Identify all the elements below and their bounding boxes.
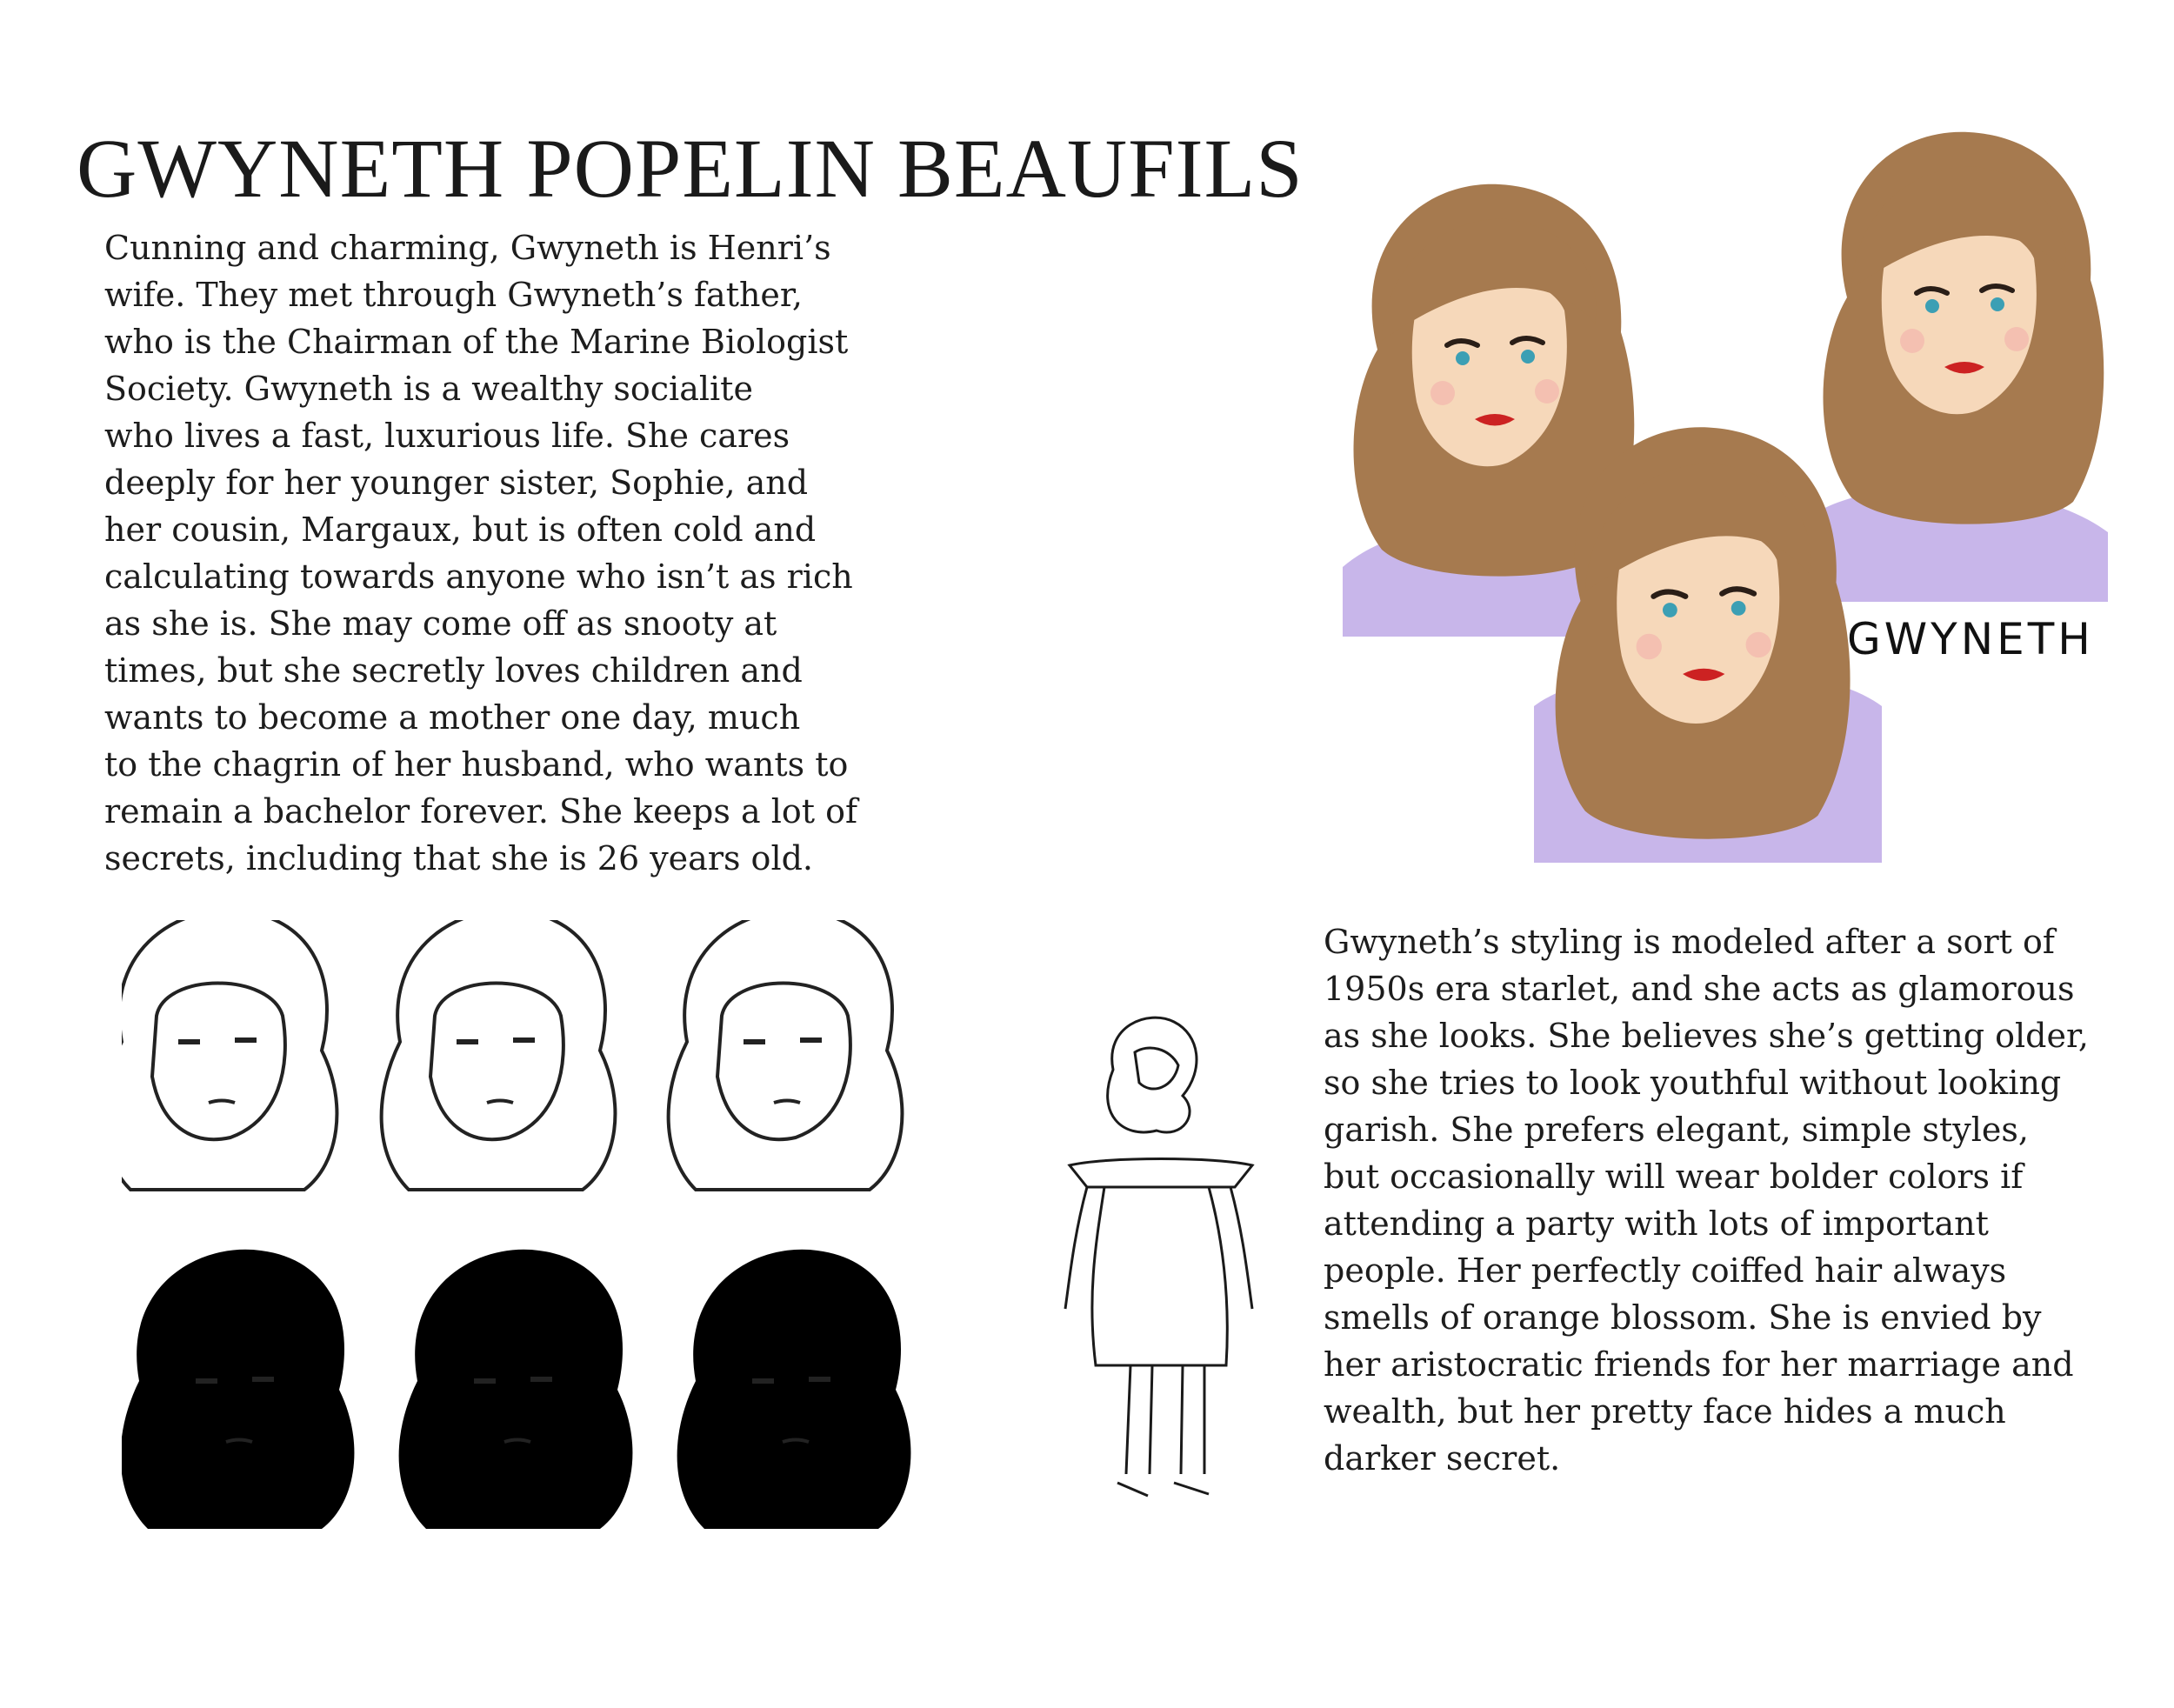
styling-line: so she tries to look youthful without looking <box>1324 1064 2062 1102</box>
styling-line: people. Her perfectly coiffed hair always <box>1324 1251 2007 1290</box>
description-line: Society. Gwyneth is a wealthy socialite <box>104 370 753 408</box>
description-line: wife. They met through Gwyneth’s father, <box>104 276 803 314</box>
description-line: Cunning and charming, Gwyneth is Henri’s <box>104 229 831 267</box>
description-line: wants to become a mother one day, much <box>104 698 801 737</box>
styling-line: darker secret. <box>1324 1439 1561 1478</box>
sketch-head-3 <box>669 920 903 1190</box>
styling-line: her aristocratic friends for her marriage and <box>1324 1345 2074 1384</box>
description-line: calculating towards anyone who isn’t as rich <box>104 557 853 596</box>
head-sketch-sheet <box>122 920 974 1564</box>
styling-line: but occasionally will wear bolder colors if <box>1324 1158 2024 1196</box>
description-line: deeply for her younger sister, Sophie, and <box>104 464 809 502</box>
description-line: remain a bachelor forever. She keeps a lot of <box>104 792 858 831</box>
description-line: to the chagrin of her husband, who wants to <box>104 745 849 784</box>
styling-line: garish. She prefers elegant, simple styles, <box>1324 1111 2029 1149</box>
styling-description <box>1324 918 2089 1482</box>
description-line: times, but she secretly loves children and <box>104 651 803 690</box>
styling-line: 1950s era starlet, and she acts as glamorous <box>1324 970 2075 1008</box>
description-line: as she is. She may come off as snooty at <box>104 604 777 643</box>
sketch-head-2 <box>382 920 616 1190</box>
styling-line: wealth, but her pretty face hides a much <box>1324 1392 2006 1431</box>
description-line: her cousin, Margaux, but is often cold and <box>104 510 817 549</box>
styling-line: smells of orange blossom. She is envied by <box>1324 1298 2042 1337</box>
color-variant-3 <box>677 1250 911 1529</box>
full-body-sketch <box>1052 1000 1270 1513</box>
styling-line: attending a party with lots of important <box>1324 1204 1989 1243</box>
description-line: who is the Chairman of the Marine Biologist <box>104 323 849 361</box>
styling-line: Gwyneth’s styling is modeled after a sort of <box>1324 923 2055 961</box>
color-portrait-illustration <box>1325 97 2125 863</box>
character-description <box>104 224 857 882</box>
sketch-head-1 <box>122 920 337 1190</box>
portrait-profile-view <box>1812 132 2108 602</box>
styling-line: as she looks. She believes she’s getting older, <box>1324 1017 2090 1055</box>
artist-signature: GWYNETH <box>1847 614 2094 664</box>
color-variant-2 <box>399 1250 633 1529</box>
color-variant-1 <box>122 1250 354 1529</box>
description-line: secrets, including that she is 26 years old. <box>104 839 813 877</box>
page-title: GWYNETH POPELIN BEAUFILS <box>77 122 1304 215</box>
description-line: who lives a fast, luxurious life. She cares <box>104 417 790 455</box>
